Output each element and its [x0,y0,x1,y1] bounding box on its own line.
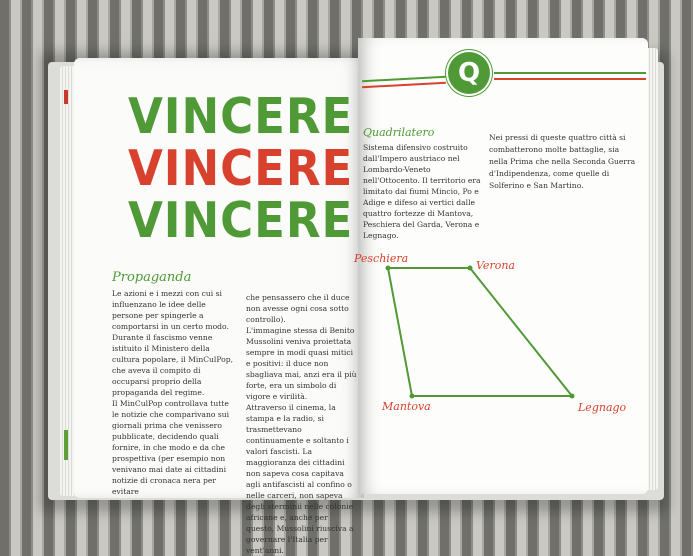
paragraph: che pensassero che il duce non avesse ogni cosa sotto controllo). [246,293,350,324]
left-column-2 [246,292,358,556]
green-rule-right [494,72,646,74]
headline-line-3: VINCERE [128,192,354,249]
city-label-verona: Verona [476,259,515,272]
right-column-2: Nei pressi di queste quattro città si combatterono molte battaglie, sia nella Prima che nella Seconda Guerra d'Indipendenza, come quelle di Solferino e San Martino. [489,133,636,190]
paragraph: Il MinCulPop controllava tutte le notizie che comparivano sui giornali prima che venissero pubblicate, decidendo quali fornire, in che modo e da che prospettiva (per esempio non venivano mai date ai cittadini notizie di cronaca nera per evitare [112,399,230,496]
verona-point [468,266,473,271]
headline-line-1: VINCERE [128,88,354,145]
page-edge-red-mark [64,90,68,104]
city-label-legnago: Legnago [578,401,627,414]
paragraph: Attraverso il cinema, la stampa e la radio, si trasmettevano continuamente e soltanto i valori fascisti. La maggioranza dei cittadini non sapeva cosa capitava agli antifascisti al confino o nelle carceri, non sapeva degli sterminii nelle colonie africane e, anche per questo, Mussolini riusciva a governare l'Italia per vent'anni. [246,403,354,555]
legnago-point [570,394,575,399]
letter-q-badge: Q [448,52,490,94]
mantova-point [410,394,415,399]
quadrilatero-title: Quadrilatero [363,126,435,139]
paragraph: Durante il fascismo venne istituito il Ministero della cultura popolare, il MinCulPop, che aveva il compito di occuparsi proprio della propaganda del regime. [112,333,234,397]
propaganda-title: Propaganda [112,270,192,285]
right-column-1: Sistema difensivo costruito dall'Impero austriaco nel Lombardo-Veneto nell'Ottocento. Il territorio era limitato dai fiumi Mincio, Po e Adige e difeso ai vertici dalle quattro fortezze di Mantova, Peschiera del Garda, Verona e Legnago. [363,143,481,240]
paragraph: Le azioni e i mezzi con cui si influenzano le idee delle persone per spingerle a comportarsi in un certo modo. [112,289,229,331]
page-edge-green-mark [64,430,68,460]
paragraph: L'immagine stessa di Benito Mussolini veniva proiettata sempre in modi quasi mitici e positivi: il duce non sbagliava mai, anzi era il più forte, era un simbolo di vigore e virilità. [246,326,357,401]
left-column-1 [112,288,238,497]
red-rule-right [494,78,646,80]
city-label-mantova: Mantova [382,400,431,413]
headline-line-2: VINCERE [128,140,354,197]
peschiera-point [386,266,391,271]
city-label-peschiera: Peschiera [354,252,409,265]
quadrilatero-shape [388,268,572,396]
